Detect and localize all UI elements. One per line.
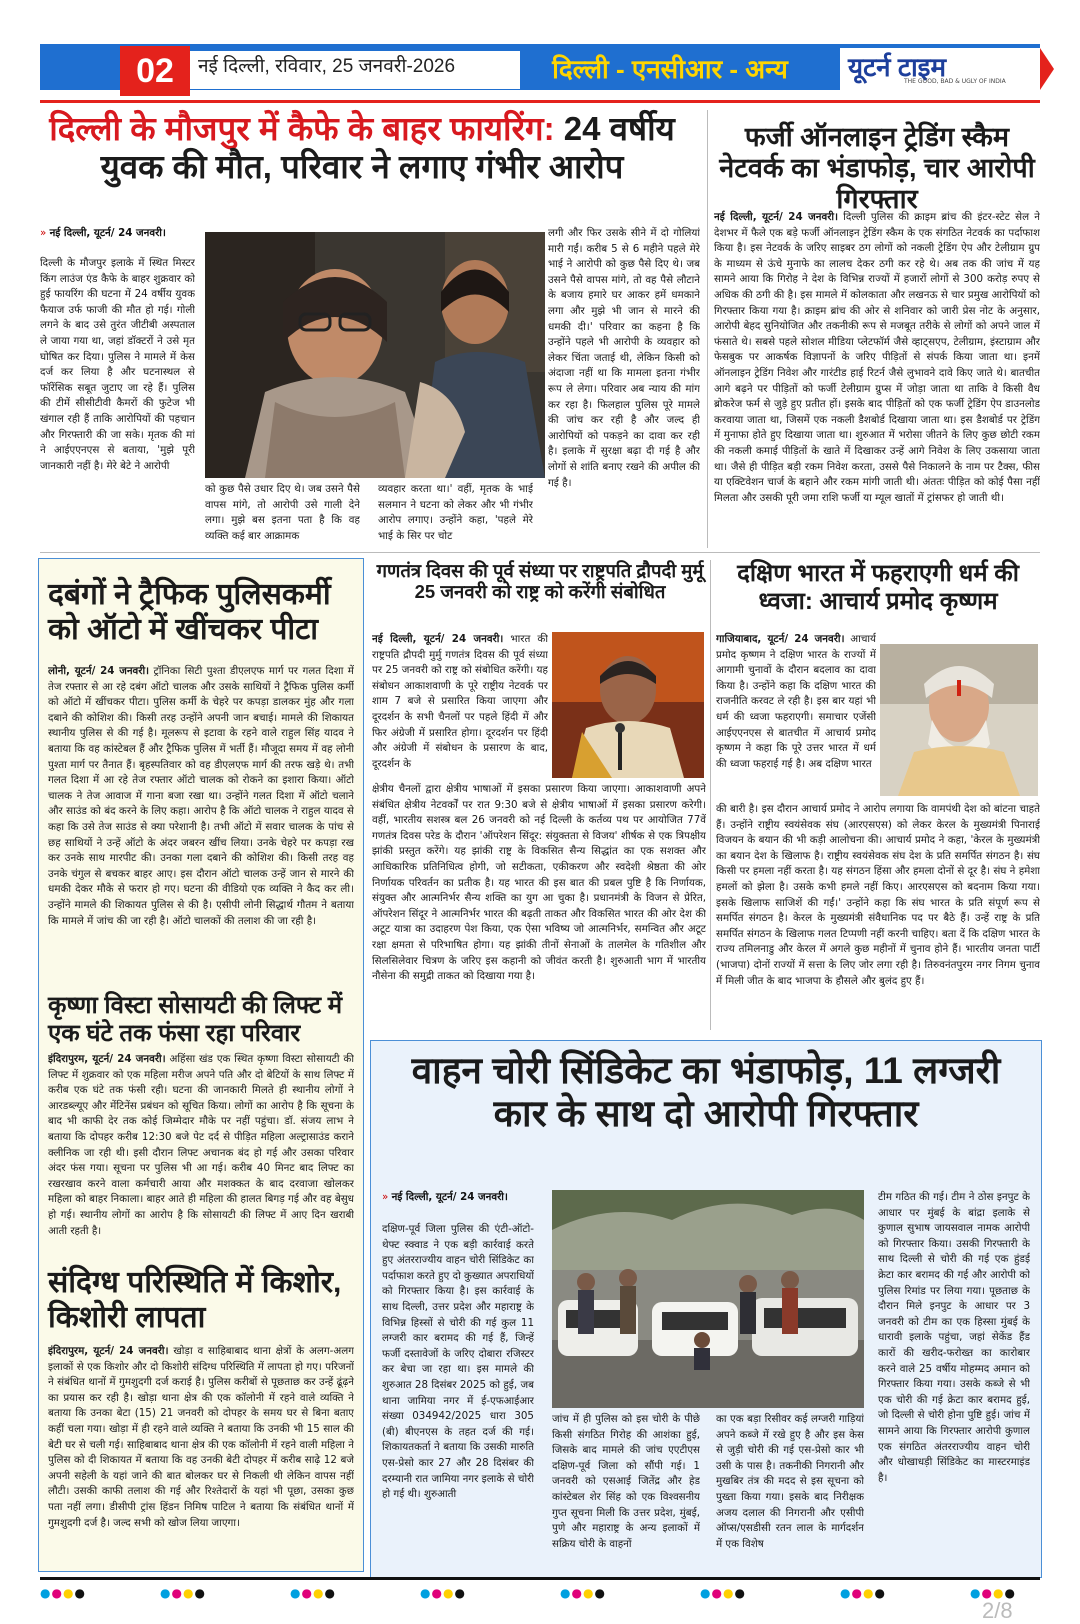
mauzpur-col2: को कुछ पैसे उधार दिए थे। जब उसने पैसे वापस मांगे, तो आरोपी उसे गाली देने लगा। मुझे बस इतना पता है कि वह व्यक्ति कई बार आक्रामक [205,483,360,542]
vehicle-col2: जांच में ही पुलिस को इस चोरी के पीछे किसी संगठित गिरोह की आशंका हुई, जिसके बाद मामले की जांच एएटीएस दक्षिण-पूर्व जिला को सौंपी गई। 1 जनवरी को एसआई जितेंद्र और हेड कांस्टेबल शेर सिंह को एक विश्वसनीय गुप्त सूचना मिली कि उत्तर प्रदेश, मुंबई, पुणे और महाराष्ट्र के अन्य इलाकों में सक्रिय चोरी के वाहनों [552,1413,700,1550]
headline-pramod: दक्षिण भारत में फहराएगी धर्म की ध्वजा: आचार्य प्रमोद कृष्णम [737,560,1019,615]
president-photo [552,632,704,778]
lift-dateline: इंदिरापुरम, यूटर्न/ 24 जनवरी। [48,1053,166,1065]
registration-dots: ●●●● [560,1586,606,1600]
missing-body [48,1344,354,1566]
footer-rule [40,1577,1040,1580]
vehicle-col1: दक्षिण-पूर्व जिला पुलिस की एंटी-ऑटो-थेफ्ट स्क्वाड ने एक बड़ी कार्रवाई करते हुए अंतरराज्यीय वाहन चोरी सिंडिकेट का पर्दाफाश करते हुए दो कुख्यात अपराधियों को गिरफ्तार किया है। इस कार्रवाई के साथ दिल्ली, उत्तर प्रदेश और महाराष्ट्र के विभिन्न हिस्सों से चोरी की गई कुल 11 लग्जरी कार बरामद की गई हैं, जिन्हें फर्जी दस्तावेजों के जरिए दोबारा रजिस्टर कर बेचा जा रहा था। इस मामले की शुरुआत 28 दिसंबर 2025 को हुई, जब थाना जामिया नगर में ई-एफआईआर संख्या 034942/2025 धारा 305 (बी) बीएनएस के तहत दर्ज की गई। शिकायतकर्ता ने बताया कि उसकी मारुति एस-प्रेसो कार 27 और 28 दिसंबर की दरम्यानी रात जामिया नगर इलाके से चोरी हो गई थी। शुरुआती [382,1223,534,1501]
mauzpur-photo [205,232,545,478]
registration-dots: ●●●● [290,1586,336,1600]
president-body-bottom: क्षेत्रीय चैनलों द्वारा क्षेत्रीय भाषाओं में इसका प्रसारण किया जाएगा। आकाशवाणी अपने संबंधित क्षेत्रीय नेटवर्कों पर रात 9:30 बजे से क्षेत्रीय भाषाओं में इसका प्रसारण करेगी। वहीं, भारतीय सशस्त्र बल 26 जनवरी को नई दिल्ली के कर्तव्य पथ पर आयोजित 77वें गणतंत्र दिवस परेड के दौरान 'ऑपरेशन सिंदूर: संयुक्तता से विजय' शीर्षक से एक त्रिपक्षीय झांकी प्रस्तुत करेंगे। यह झांकी राष्ट्र के विकसित सैन्य सिद्धांत का एक सशक्त और आधिकारिक प्रतिनिधित्व होगी, जो सटीकता, एकीकरण और स्वदेशी श्रेष्ठता की ओर निर्णायक परिवर्तन का प्रतीक है। यह भारत की इस बात की प्रबल पुष्टि है कि निर्णायक, संयुक्त और आत्मनिर्भर सैन्य शक्ति का युग आ चुका है। प्रधानमंत्री के विजन से प्रेरित, ऑपरेशन सिंदूर ने आत्मनिर्भर भारत की बढ़ती ताकत और विकसित भारत की ओर देश की अटूट यात्रा का उदाहरण पेश किया, एक ऐसा भविष्य जो आत्मनिर्भर, समन्वित और अटूट रक्षा क्षमता से परिभाषित होगा। यह झांकी तीनों सेनाओं के तालमेल के गतिशील और सिलसिलेवार चित्रण के जरिए इस कहानी को जीवंत करती है। शुरुआती भाग में भारतीय नौसेना की समुद्री ताकत को दिखाया गया है। [372,783,706,983]
vehicle-photo [552,1190,864,1408]
mourning-family-image [205,232,545,478]
recovered-cars-image [552,1190,864,1408]
trading-scam-text: दिल्ली पुलिस की क्राइम ब्रांच की इंटर-स्टेट सेल ने देशभर में फैले एक बड़े फर्जी ऑनलाइन ट्रेडिंग स्कैम के एक संगठित नेटवर्क का पर्दाफाश किया है। इस नेटवर्क के जरिए साइबर ठग लोगों को नकली ट्रेडिंग ऐप और टेलीग्राम ग्रुप के माध्यम से ऊंचे मुनाफे का लालच देकर ठगी कर रहे थे। अब तक की जांच में यह सामने आया कि गिरोह ने देश के विभिन्न राज्यों में हजारों लोगों से 300 करोड़ रुपए से अधिक की ठगी की है। इस मामले में कोलकाता और लखनऊ से चार प्रमुख आरोपियों को गिरफ्तार किया गया है। क्राइम ब्रांच की ओर से शनिवार को जारी प्रेस नोट के अनुसार, आरोपी बेहद सुनियोजित और तकनीकी रूप से मजबूत तरीके से लोगों को अपने जाल में फंसाते थे। सबसे पहले सोशल मीडिया प्लेटफॉर्म जैसे व्हाट्सएप, टेलीग्राम, इंस्टाग्राम और फेसबुक पर आकर्षक विज्ञापनों के जरिए पीड़ितों से संपर्क किया जाता था। इनमें ऑनलाइन ट्रेडिंग निवेश और गारंटीड हाई रिटर्न जैसे लुभावने दावे किए जाते थे। बातचीत आगे बढ़ने पर पीड़ितों को फर्जी टेलीग्राम ग्रुप्स में जोड़ा जाता था ताकि वे किसी वैध ब्रोकरेज फर्म से जुड़े हुए प्रतीत हों। इसके बाद पीड़ितों को एक फर्जी ट्रेडिंग ऐप डाउनलोड करवाया जाता था, जिसमें एक नकली डैशबोर्ड दिखाया जाता था। इस डैशबोर्ड पर ट्रेडिंग में मुनाफा होते हुए दिखाया जाता था। शुरुआत में भरोसा जीतने के लिए कुछ छोटी रकम की नकली कमाई पीड़ितों के खाते में दिखाकर उन्हें आगे निवेश के लिए उकसाया जाता था। जैसे ही पीड़ित बड़ी रकम निवेश करता, उससे पैसे निकालने के नाम पर टैक्स, फीस या एक्टिवेशन चार्ज के बहाने और रकम मांगी जाती थी। अंततः पीड़ित को कोई पैसा नहीं मिलता और उसकी पूरी जमा राशि फर्जी या म्यूल खातों में ट्रांसफर हो जाती थी। [714,211,1040,504]
registration-dots: ●●●● [160,1586,206,1600]
vehicle-col3: का एक बड़ा रिसीवर कई लग्जरी गाड़ियां अपने कब्जे में रखे हुए है और इस केस से जुड़ी चोरी की गई एस-प्रेसो कार भी उसी के पास है। तकनीकी निगरानी और मुखबिर तंत्र की मदद से इस सूचना को पुख्ता किया गया। इसके बाद निरीक्षक अजय दलाल की निगरानी और एसीपी ऑप्स/एसडीसी रतन लाल के मार्गदर्शन में एक विशेष [716,1413,864,1550]
masthead [40,40,1040,98]
headline-lift: कृष्णा विस्टा सोसायटी की लिफ्ट में एक घंटे तक फंसा रहा परिवार [48,992,343,1047]
mauzpur-col3: व्यवहार करता था।' वहीं, मृतक के भाई सलमान ने घटना को लेकर और भी गंभीर आरोप लगाए। उन्होंने कहा, 'पहले मेरे भाई के सिर पर चोट [378,483,533,542]
logo-arrow-icon [1040,48,1054,90]
missing-text: खोड़ा व साहिबाबाद थाना क्षेत्रों के अलग-अलग इलाकों से एक किशोर और दो किशोरी संदिग्ध परिस्थिति में लापता हो गए। परिजनों ने संबंधित थानों में गुमशुदगी दर्ज कराई है। पुलिस करीबों से पूछताछ कर उन्हें ढूंढ़ने का प्रयास कर रही है। खोड़ा थाना क्षेत्र की एक कॉलोनी में रहने वाले व्यक्ति ने बताया कि उनका बेटा (15) 21 जनवरी को दोपहर के समय घर से बिना बताए कहीं चला गया। खोड़ा में ही रहने वाले व्यक्ति ने बताया कि उनकी भी 15 साल की बेटी घर से चली गई। साहिबाबाद थाना क्षेत्र की एक कॉलोनी में रहने वाली महिला ने पुलिस को दी शिकायत में बताया कि वह उनकी बेटी दोपहर में करीब साढ़े 12 बजे अपनी सहेली के यहां जाने की बात बोलकर घर से निकली थी लेकिन वापस नहीं लौटी। उसकी काफी तलाश की गई और रिश्तेदारों के यहां भी पूछा, उसका कुछ पता नहीं लगा। डीसीपी ट्रांस हिंडन निमिष पाटिल ने बताया कि संबंधित थानों में गुमशुदगी दर्ज है। जल्द सभी को खोज लिया जाएगा। [48,1345,354,1529]
section-title: दिल्ली - एनसीआर - अन्य [552,54,788,84]
pramod-body-bottom: की बारी है। इस दौरान आचार्य प्रमोद ने आरोप लगाया कि वामपंथी देश को बांटना चाहते हैं। उन्होंने राष्ट्रीय स्वयंसेवक संघ (आरएसएस) को लेकर केरल के मुख्यमंत्री पिनाराई विजयन के बयान की भी कड़ी आलोचना की। आचार्य प्रमोद ने कहा, 'केरल के मुख्यमंत्री का बयान देश के खिलाफ है। राष्ट्रीय स्वयंसेवक संघ देश के प्रति समर्पित संगठन है। संघ किसी पर हमला नहीं करता है। यह संगठन हिंसा और हमला दोनों से दूर है। संघ ने हमेशा हमलों को झेला है। उसके कभी हमले नहीं किए। आरएसएस को बदनाम किया गया। इसके खिलाफ साजिशें की गईं।' उन्होंने कहा कि संघ भारत के प्रति संपूर्ण रूप से समर्पित संगठन है। केरल के मुख्यमंत्री संवैधानिक पद पर बैठे हैं। उन्हें राष्ट्र के प्रति समर्पित संगठन के खिलाफ गलत टिप्पणी नहीं करनी चाहिए। बता दें कि दक्षिण भारत के राज्य तमिलनाडु और केरल में अगले कुछ महीनों में चुनाव होने हैं। भारतीय जनता पार्टी (भाजपा) दोनों राज्यों में सत्ता के लिए जोर लगा रही है। तिरुवनंतपुरम नगर निगम चुनाव में मिली जीत के बाद भाजपा के हौसले और बुलंद हुए हैं। [716,803,1040,987]
headline-trading-scam: फर्जी ऑनलाइन ट्रेडिंग स्कैम नेटवर्क का भंडाफोड़, चार आरोपी गिरफ्तार [719,122,1035,215]
headline-vehicle: वाहन चोरी सिंडिकेट का भंडाफोड़, 11 लग्जरी कार के साथ दो आरोपी गिरफ्तार [411,1050,1001,1134]
page-indicator: 2/8 [982,1598,1013,1623]
president-text-top: भारत की राष्ट्रपति द्रौपदी मुर्मु गणतंत्र दिवस की पूर्व संध्या पर 25 जनवरी को राष्ट्र को संबोधित करेंगी। यह संबोधन आकाशवाणी के पूरे राष्ट्रीय नेटवर्क पर शाम 7 बजे से प्रसारित किया जाएगा और दूरदर्शन के सभी चैनलों पर पहले हिंदी में और फिर अंग्रेजी में प्रसारित होगा। दूरदर्शन पर हिंदी और अंग्रेजी में संबोधन के प्रसारण के बाद, दूरदर्शन के [372,633,548,770]
logo-text: यूटर्न टाइम [848,52,946,82]
pramod-photo [880,644,1038,796]
column-divider [710,560,711,1030]
registration-dots: ●●●● [970,1586,1016,1600]
headline-mauzpur: दिल्ली के मौजपुर में कैफे के बाहर फायरिंग: 24 वर्षीय युवक की मौत, परिवार ने लगाए गंभीर आरोप [49,110,675,185]
headline-missing: संदिग्ध परिस्थिति में किशोर, किशोरी लापता [48,1266,342,1334]
president-body-top [372,632,548,782]
auto-body [48,664,354,984]
section-divider [40,552,1040,553]
registration-dots: ●●●● [840,1586,886,1600]
header-rule [40,100,1040,103]
acharya-portrait-image [880,644,1038,796]
headline-auto: दबंगों ने ट्रैफिक पुलिसकर्मी को ऑटो में खींचकर पीटा [48,578,331,646]
issue-date: नई दिल्ली, रविवार, 25 जनवरी-2026 [198,56,456,77]
pramod-body-top [716,632,876,800]
president-portrait-image [552,632,704,778]
column-divider [707,110,708,548]
registration-dots: ●●●● [700,1586,746,1600]
registration-dots: ●●●● [420,1586,466,1600]
lift-body [48,1052,354,1252]
dateline-mauzpur: » नई दिल्ली, यूटर्न/ 24 जनवरी। [40,227,166,239]
trading-scam-dateline: नई दिल्ली, यूटर्न/ 24 जनवरी। [714,211,839,223]
page-number: 02 [120,46,190,96]
missing-dateline: इंदिरापुरम, यूटर्न/ 24 जनवरी। [48,1345,169,1357]
lift-text: अहिंसा खंड एक स्थित कृष्णा विस्टा सोसायटी की लिफ्ट में शुक्रवार को एक महिला मरीज अपने पति और दो बेटियों के साथ लिफ्ट में करीब एक घंटे तक फंसी रही। घटना की जानकारी मिलते ही स्थानीय लोगों ने आरडब्ल्यूए और मेंटिनेंस प्रबंधन को सूचित किया। लोगों का आरोप है कि सूचना के बाद भी काफी देर तक कोई जिम्मेदार मौके पर नहीं पहुंचा। डॉ. संजय लाभ ने बताया कि दोपहर करीब 12:30 बजे पेट दर्द से पीड़ित महिला अल्ट्रासाउंड कराने क्लीनिक जा रही थी। इसी दौरान लिफ्ट अचानक बंद हो गई और उसका परिवार अंदर फंस गया। सूचना पर पुलिस भी आ गई। करीब 40 मिनट बाद लिफ्ट का रखरखाव करने वाला कर्मचारी आया और मशक्कत के बाद दरवाजा खोलकर महिला को बाहर निकाला। बाहर आते ही महिला की हालत बिगड़ गई और वह बेसुध हो गई। स्थानीय लोगों का आरोप है कि सोसायटी की लिफ्ट में आए दिन खराबी आती रहती है। [48,1053,354,1237]
mauzpur-col1: दिल्ली के मौजपुर इलाके में स्थित मिस्टर किंग लाउंज एंड कैफे के बाहर शुक्रवार को हुई फायरिंग की घटना में 24 वर्षीय युवक फैयाज उर्फ फाजी की मौत हो गई। गोली लगने के बाद उसे तुरंत जीटीबी अस्पताल ले जाया गया था, जहां डॉक्टरों ने उसे मृत घोषित कर दिया। पुलिस ने मामले में केस दर्ज कर लिया है और घटनास्थल से फॉरेंसिक सबूत जुटाए जा रहे हैं। पुलिस की टीमें सीसीटीवी कैमरों की फुटेज भी खंगाल रही हैं ताकि आरोपियों की पहचान और गिरफ्तारी की जा सके। मृतक की मां ने आईएएनएस से बताया, 'मुझे पूरी जानकारी नहीं है। मेरे बेटे ने आरोपी [40,257,195,472]
trading-scam-body [714,210,1040,546]
vehicle-dateline: » नई दिल्ली, यूटर्न/ 24 जनवरी। [382,1191,508,1203]
pramod-text-top: आचार्य प्रमोद कृष्णम ने दक्षिण भारत के राज्यों में आगामी चुनावों के दौरान बदलाव का दावा किया है। उन्होंने कहा कि दक्षिण भारत की राजनीति करवट ले रही है। इस बार यहां भी धर्म की ध्वजा फहराएगी। समाचार एजेंसी आईएएनएस से बातचीत में आचार्य प्रमोद कृष्णम ने कहा कि पूरे उत्तर भारत में धर्म की ध्वजा फहराई गई है। अब दक्षिण भारत [716,633,876,770]
registration-dots: ●●●● [40,1586,86,1600]
pramod-dateline: गाजियाबाद, यूटर्न/ 24 जनवरी। [716,633,845,645]
auto-dateline: लोनी, यूटर्न/ 24 जनवरी। [48,665,150,677]
newspaper-logo [840,48,1040,90]
auto-text: ट्रॉनिका सिटी पुश्ता डीएलएफ मार्ग पर गलत दिशा में तेज रफ्तार से आ रहे दबंग ऑटो चालक और उसके साथियों ने ट्रैफिक पुलिस कर्मी को ऑटो में खींचकर पीटा। पुलिस कर्मी के चेहरे पर कपड़ा डालकर मुंह और गला दबाने की कोशिश की। किसी तरह उन्होंने अपनी जान बचाई। मामले की शिकायत स्थानीय पुलिस से की गई है। मूलरूप से इटावा के रहने वाले राहुल सिंह यादव ने बताया कि वह कांस्टेबल हैं और ट्रैफिक पुलिस में भर्ती हैं। मौजूदा समय में वह लोनी पुश्ता मार्ग पर तैनात हैं। बृहस्पतिवार को वह डीएलएफ मार्ग की तरफ खड़े थे। तभी गलत दिशा में आ रहे तेज रफ्तार ऑटो चालक को रोकने का इशारा किया। ऑटो चालक ने तेज आवाज में गाना बजा रखा था। उन्होंने गलत दिशा में ऑटो चलाने और साउंड को बंद करने के लिए कहा। आरोप है कि ऑटो चालक ने राहुल यादव से कहा कि उसे तेज साउंड से क्या परेशानी है। तभी ऑटो में सवार चालक के पांच से छह साथियों ने उन्हें ऑटो के अंदर जबरन खींच लिया। उनके चेहरे पर कपड़ा रख कर उनके साथ मारपीट की। उनका गला दबाने की कोशिश की। किसी तरह वह उनके चंगुल से बचकर बाहर आए। इस दौरान ऑटो चालक उन्हें जान से मारने की धमकी देकर मौके से फरार हो गए। घटना की वीडियो एक व्यक्ति ने कैद कर ली। उन्होंने मामले की शिकायत पुलिस से की है। एसीपी लोनी सिद्धार्थ गौतम ने बताया कि मामले में जांच की जा रही है। ऑटो चालकों की तलाश की जा रही है। [48,665,354,927]
vehicle-col4: टीम गठित की गई। टीम ने ठोस इनपुट के आधार पर मुंबई के बांद्रा इलाके से कुणाल सुभाष जायसवाल नामक आरोपी को गिरफ्तार किया। उसकी गिरफ्तारी के साथ दिल्ली से चोरी की गई एक हुंडई क्रेटा कार बरामद की गई और आरोपी को पुलिस रिमांड पर लिया गया। पूछताछ के दौरान मिले इनपुट के आधार पर 3 जनवरी को टीम का एक हिस्सा मुंबई के धारावी इलाके पहुंचा, जहां सेकेंड हैंड कारों की खरीद-फरोख्त का कारोबार करने वाले 25 वर्षीय मोहम्मद अमान को गिरफ्तार किया गया। उसके कब्जे से भी एक चोरी की गई क्रेटा कार बरामद हुई, जो दिल्ली से चोरी होना पुष्टि हुई। जांच में सामने आया कि गिरफ्तार आरोपी कुणाल एक संगठित अंतरराज्यीय वाहन चोरी और धोखाधड़ी सिंडिकेट का मास्टरमाइंड है। [878,1191,1030,1484]
president-dateline: नई दिल्ली, यूटर्न/ 24 जनवरी। [372,633,504,645]
logo-tagline: THE GOOD, BAD & UGLY OF INDIA [904,78,1006,85]
mauzpur-col4: लगी और फिर उसके सीने में दो गोलियां मारी गईं। करीब 5 से 6 महीने पहले मेरे भाई ने आरोपी को कुछ पैसे दिए थे। जब उसने पैसे वापस मांगे, तो वह पैसे लौटाने के बजाय हमारे घर आकर हमें धमकाने लगा और मुझे भी जान से मारने की धमकी दी।' परिवार का कहना है कि उन्होंने पहले भी आरोपी के व्यवहार को लेकर चिंता जताई थी, लेकिन किसी को अंदाजा नहीं था कि मामला इतना गंभीर रूप ले लेगा। परिवार अब न्याय की मांग कर रहा है। फिलहाल पुलिस पूरे मामले की जांच कर रही है और जल्द ही आरोपियों को पकड़ने का दावा कर रही है। इलाके में सुरक्षा बढ़ा दी गई है और लोगों से शांति बनाए रखने की अपील की गई है। [548,227,700,489]
headline-president: गणतंत्र दिवस की पूर्व संध्या पर राष्ट्रपति द्रौपदी मुर्मू 25 जनवरी को राष्ट्र को करेंगी संबोधित [376,560,704,603]
